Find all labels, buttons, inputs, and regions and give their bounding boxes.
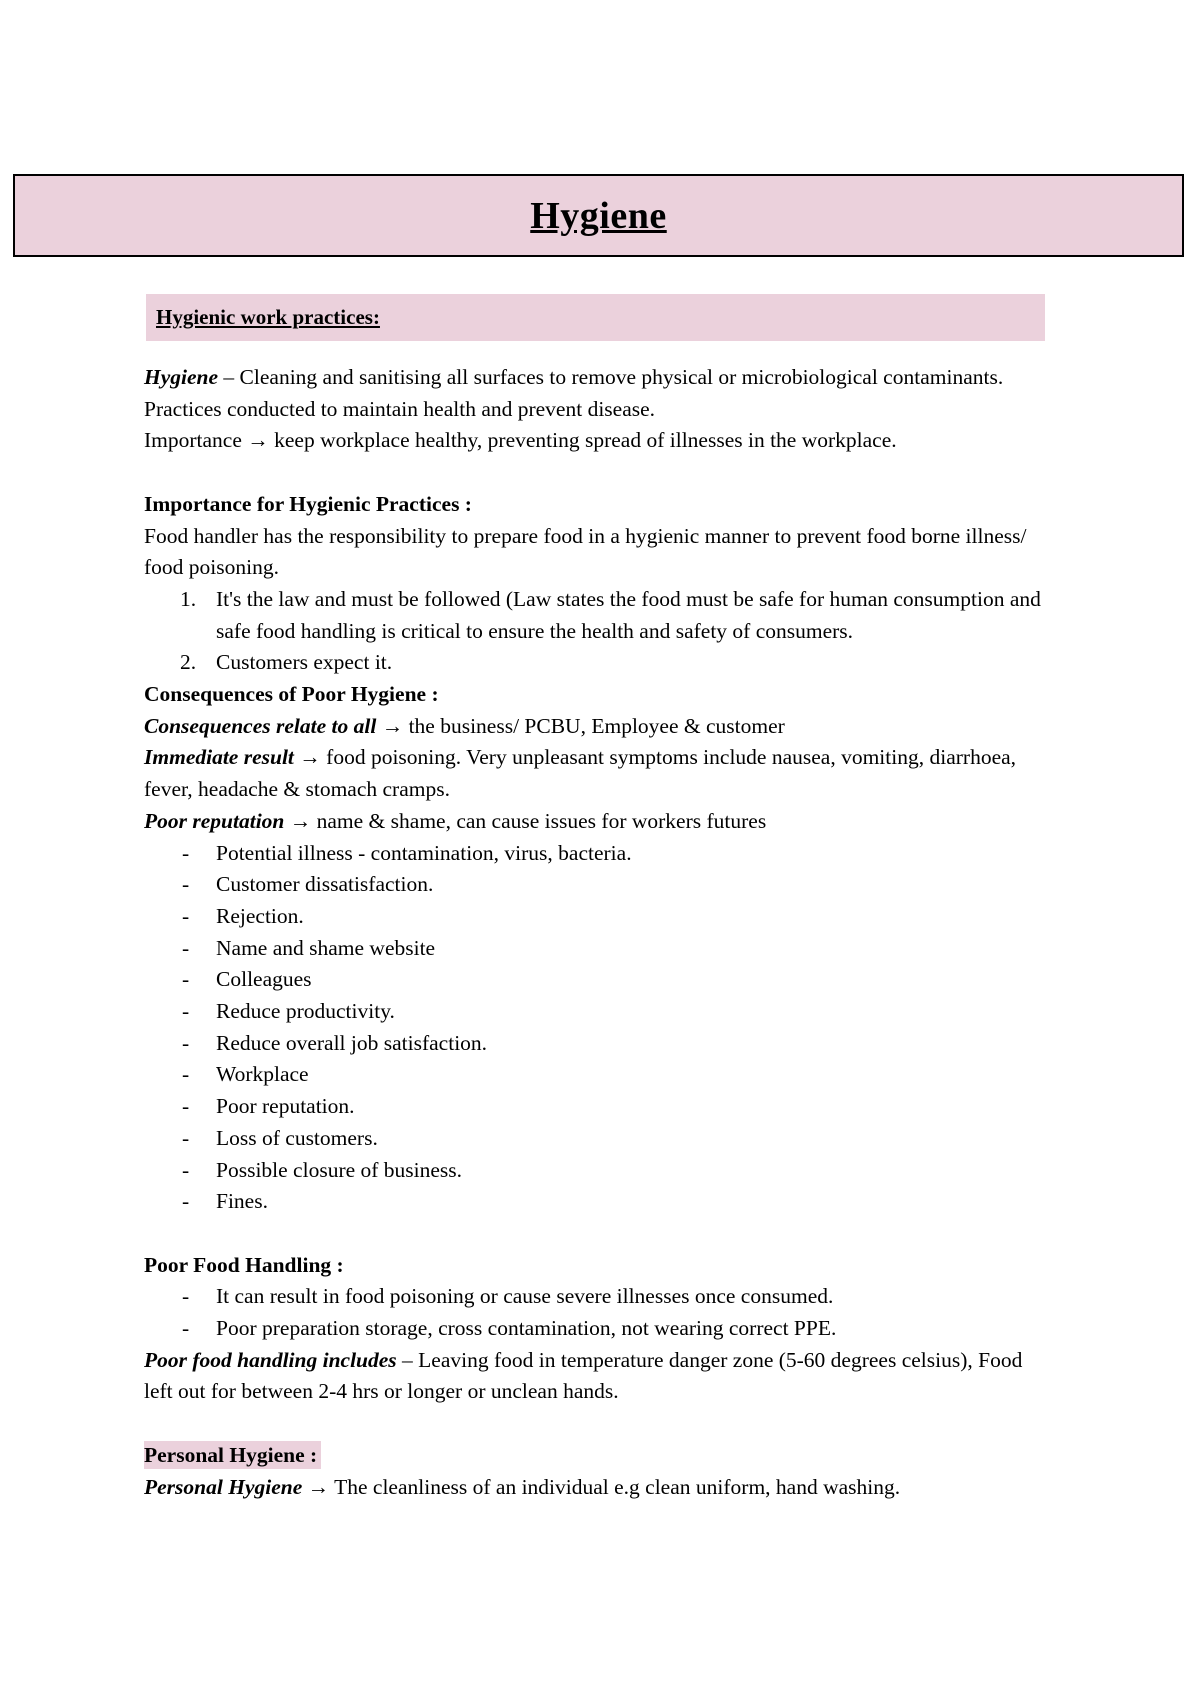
list-item xyxy=(144,964,1044,996)
importance-list xyxy=(144,584,1044,679)
list-item-text: It can result in food poisoning or cause severe illnesses once consumed. xyxy=(216,1284,834,1309)
dash-bullet: - xyxy=(182,1030,190,1055)
list-item xyxy=(144,1186,1044,1218)
document-body xyxy=(144,362,1044,1503)
list-item-text: It's the law and must be followed (Law states the food must be safe for human consumption and safe food handling is critical to ensure the health and safety of consumers. xyxy=(216,586,1041,643)
list-item-text: Possible closure of business. xyxy=(216,1157,463,1182)
dash-bullet: - xyxy=(182,967,190,992)
food-handling-includes-term: Poor food handling includes xyxy=(144,1347,397,1372)
importance-line: Importance → keep workplace healthy, preventing spread of illnesses in the workplace. xyxy=(144,428,897,453)
food-handling-includes xyxy=(144,1345,1044,1408)
list-item-text: Reduce productivity. xyxy=(216,999,395,1024)
dash-bullet: - xyxy=(182,840,190,865)
list-item-text: Rejection. xyxy=(216,903,304,928)
list-item-text: Name and shame website xyxy=(216,935,436,960)
spacer xyxy=(144,457,1044,489)
list-item xyxy=(144,838,1044,870)
personal-definition xyxy=(144,1472,1044,1504)
dash-bullet: - xyxy=(182,1157,190,1182)
list-item-text: Fines. xyxy=(216,1189,268,1214)
page-title: Hygiene xyxy=(530,194,667,237)
list-item-text: Reduce overall job satisfaction. xyxy=(216,1030,488,1055)
dash-bullet: - xyxy=(182,1316,190,1341)
personal-term: Personal Hygiene xyxy=(144,1474,303,1499)
personal-heading: Personal Hygiene : xyxy=(144,1441,321,1469)
list-item xyxy=(144,1313,1044,1345)
immediate-result-text: → food poisoning. Very unpleasant symptoms include nausea, vomiting, diarrhoea, fever, headache & stomach cramps. xyxy=(144,745,1017,802)
dash-bullet: - xyxy=(182,1189,190,1214)
list-item xyxy=(144,1281,1044,1313)
list-item xyxy=(144,1028,1044,1060)
consequences-heading: Consequences of Poor Hygiene : xyxy=(144,682,439,707)
list-number: 2. xyxy=(180,650,197,675)
list-item xyxy=(144,1155,1044,1187)
consequences-list xyxy=(144,838,1044,1218)
immediate-result-term: Immediate result xyxy=(144,745,294,770)
list-item-text: Customers expect it. xyxy=(216,650,393,675)
list-item xyxy=(144,996,1044,1028)
poor-reputation-term: Poor reputation xyxy=(144,808,285,833)
food-handling-list xyxy=(144,1281,1044,1344)
hygiene-text: – Cleaning and sanitising all surfaces to remove physical or microbiological contaminants. Practices conducted to maintain health and prevent disease. xyxy=(144,365,1004,421)
dash-bullet: - xyxy=(182,1062,190,1087)
hygiene-term: Hygiene xyxy=(144,365,219,389)
list-item xyxy=(144,869,1044,901)
hygiene-definition xyxy=(144,362,1044,425)
list-item xyxy=(144,1059,1044,1091)
consequences-all-term: Consequences relate to all xyxy=(144,713,377,738)
list-item xyxy=(144,584,1044,647)
importance-heading: Importance for Hygienic Practices : xyxy=(144,491,472,516)
section-heading-bar xyxy=(146,294,1045,341)
spacer xyxy=(144,1218,1044,1250)
list-item-text: Workplace xyxy=(216,1062,309,1087)
immediate-result xyxy=(144,742,1044,805)
food-handling-includes-text: – Leaving food in temperature danger zone (5-60 degrees celsius), Food left out for between 2-4 hrs or longer or unclean hands. xyxy=(144,1347,1023,1404)
dash-bullet: - xyxy=(182,872,190,897)
consequences-all-text: → the business/ PCBU, Employee & customer xyxy=(376,713,785,738)
list-item-text: Colleagues xyxy=(216,967,312,992)
consequences-all xyxy=(144,711,1044,743)
dash-bullet: - xyxy=(182,935,190,960)
title-box xyxy=(13,174,1184,257)
list-item xyxy=(144,1091,1044,1123)
poor-reputation-text: → name & shame, can cause issues for workers futures xyxy=(284,808,767,833)
section-heading: Hygienic work practices: xyxy=(156,305,380,329)
dash-bullet: - xyxy=(182,1284,190,1309)
list-item xyxy=(144,901,1044,933)
list-item-text: Customer dissatisfaction. xyxy=(216,872,434,897)
list-item xyxy=(144,1123,1044,1155)
list-number: 1. xyxy=(180,586,197,611)
personal-heading-line xyxy=(144,1440,1044,1472)
poor-reputation xyxy=(144,806,1044,838)
list-item-text: Loss of customers. xyxy=(216,1125,378,1150)
spacer xyxy=(144,1408,1044,1440)
importance-text: Food handler has the responsibility to prepare food in a hygienic manner to prevent food borne illness/ food poisoning. xyxy=(144,523,1027,580)
dash-bullet: - xyxy=(182,903,190,928)
list-item xyxy=(144,933,1044,965)
personal-text: → The cleanliness of an individual e.g clean uniform, hand washing. xyxy=(302,1474,901,1499)
list-item-text: Potential illness - contamination, virus, bacteria. xyxy=(216,840,632,865)
list-item-text: Poor reputation. xyxy=(216,1094,355,1119)
dash-bullet: - xyxy=(182,1125,190,1150)
list-item xyxy=(144,647,1044,679)
dash-bullet: - xyxy=(182,999,190,1024)
food-handling-heading: Poor Food Handling : xyxy=(144,1252,344,1277)
list-item-text: Poor preparation storage, cross contamination, not wearing correct PPE. xyxy=(216,1316,837,1341)
dash-bullet: - xyxy=(182,1094,190,1119)
